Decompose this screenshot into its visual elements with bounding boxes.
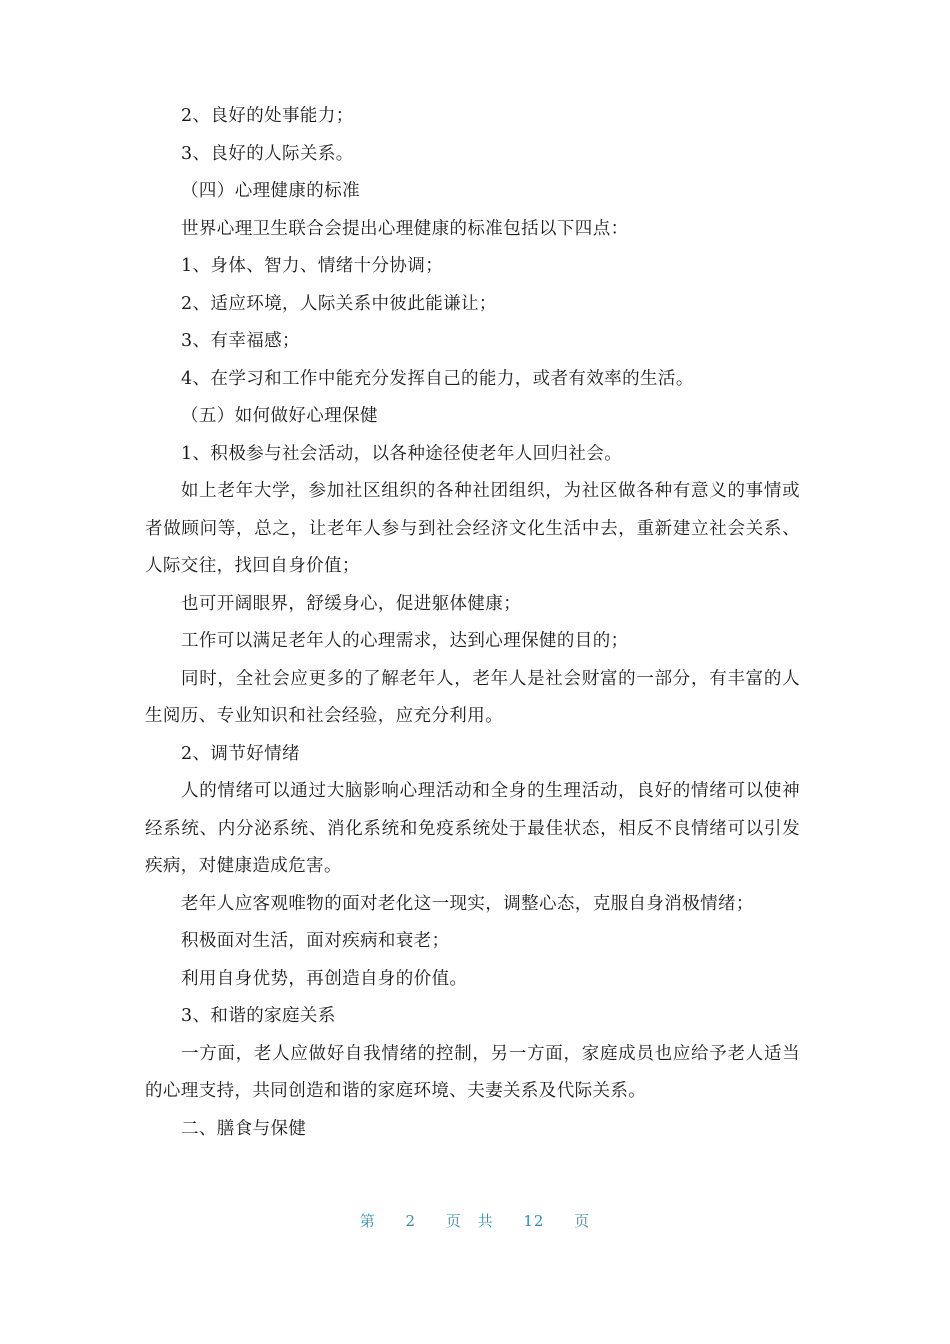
- footer-middle: 页 共: [445, 1212, 494, 1230]
- paragraph: 2、适应环境，人际关系中彼此能谦让；: [181, 293, 497, 314]
- paragraph: 积极面对生活，面对疾病和衰老；: [181, 931, 450, 951]
- section-heading: （五）如何做好心理保健: [181, 406, 378, 426]
- paragraph: 工作可以满足老年人的心理需求，达到心理保健的目的；: [181, 631, 629, 651]
- paragraph: 老年人应客观唯物的面对老化这一现实，调整心态，克服自身消极情绪；: [181, 893, 754, 914]
- paragraph: 4、在学习和工作中能充分发挥自己的能力，或者有效率的生活。: [181, 368, 694, 389]
- paragraph: 一方面，老人应做好自我情绪的控制，另一方面，家庭成员也应给予老人适当的心理支持，共同创造和谐的家庭环境、夫妻关系及代际关系。: [145, 1043, 800, 1101]
- footer-prefix: 第: [359, 1212, 376, 1230]
- paragraph: 也可开阔眼界，舒缓身心，促进躯体健康；: [181, 593, 522, 614]
- paragraph: 世界心理卫生联合会提出心理健康的标准包括以下四点：: [181, 218, 629, 239]
- paragraph: 2、良好的处事能力；: [181, 106, 354, 126]
- paragraph: 如上老年大学，参加社区组织的各种社团组织，为社区做各种有意义的事情或者做顾问等，总之，让老年人参与到社会经济文化生活中去，重新建立社会关系、人际交往，找回自身价值；: [145, 481, 800, 576]
- footer-suffix: 页: [574, 1212, 591, 1230]
- page-body: [145, 98, 800, 1148]
- paragraph: 同时，全社会应更多的了解老年人，老年人是社会财富的一部分，有丰富的人生阅历、专业知识和社会经验，应充分利用。: [145, 668, 800, 726]
- paragraph: 人的情绪可以通过大脑影响心理活动和全身的生理活动，良好的情绪可以使神经系统、内分泌系统、消化系统和免疫系统处于最佳状态，相反不良情绪可以引发疾病，对健康造成危害。: [145, 781, 800, 876]
- paragraph: 1、身体、智力、情绪十分协调；: [181, 256, 444, 276]
- paragraph: 3、良好的人际关系。: [181, 143, 354, 164]
- chapter-heading: 二、膳食与保健: [181, 1118, 307, 1139]
- footer-current-page: 2: [405, 1212, 417, 1230]
- paragraph: 3、有幸福感；: [181, 331, 300, 351]
- footer-total-pages: 12: [523, 1212, 545, 1230]
- paragraph: 1、积极参与社会活动，以各种途径使老年人回归社会。: [181, 443, 623, 464]
- paragraph: 利用自身优势，再创造自身的价值。: [181, 968, 468, 989]
- page-footer: [0, 1210, 950, 1231]
- section-heading: 3、和谐的家庭关系: [181, 1006, 336, 1026]
- section-heading: （四）心理健康的标准: [181, 181, 360, 201]
- section-heading: 2、调节好情绪: [181, 743, 300, 764]
